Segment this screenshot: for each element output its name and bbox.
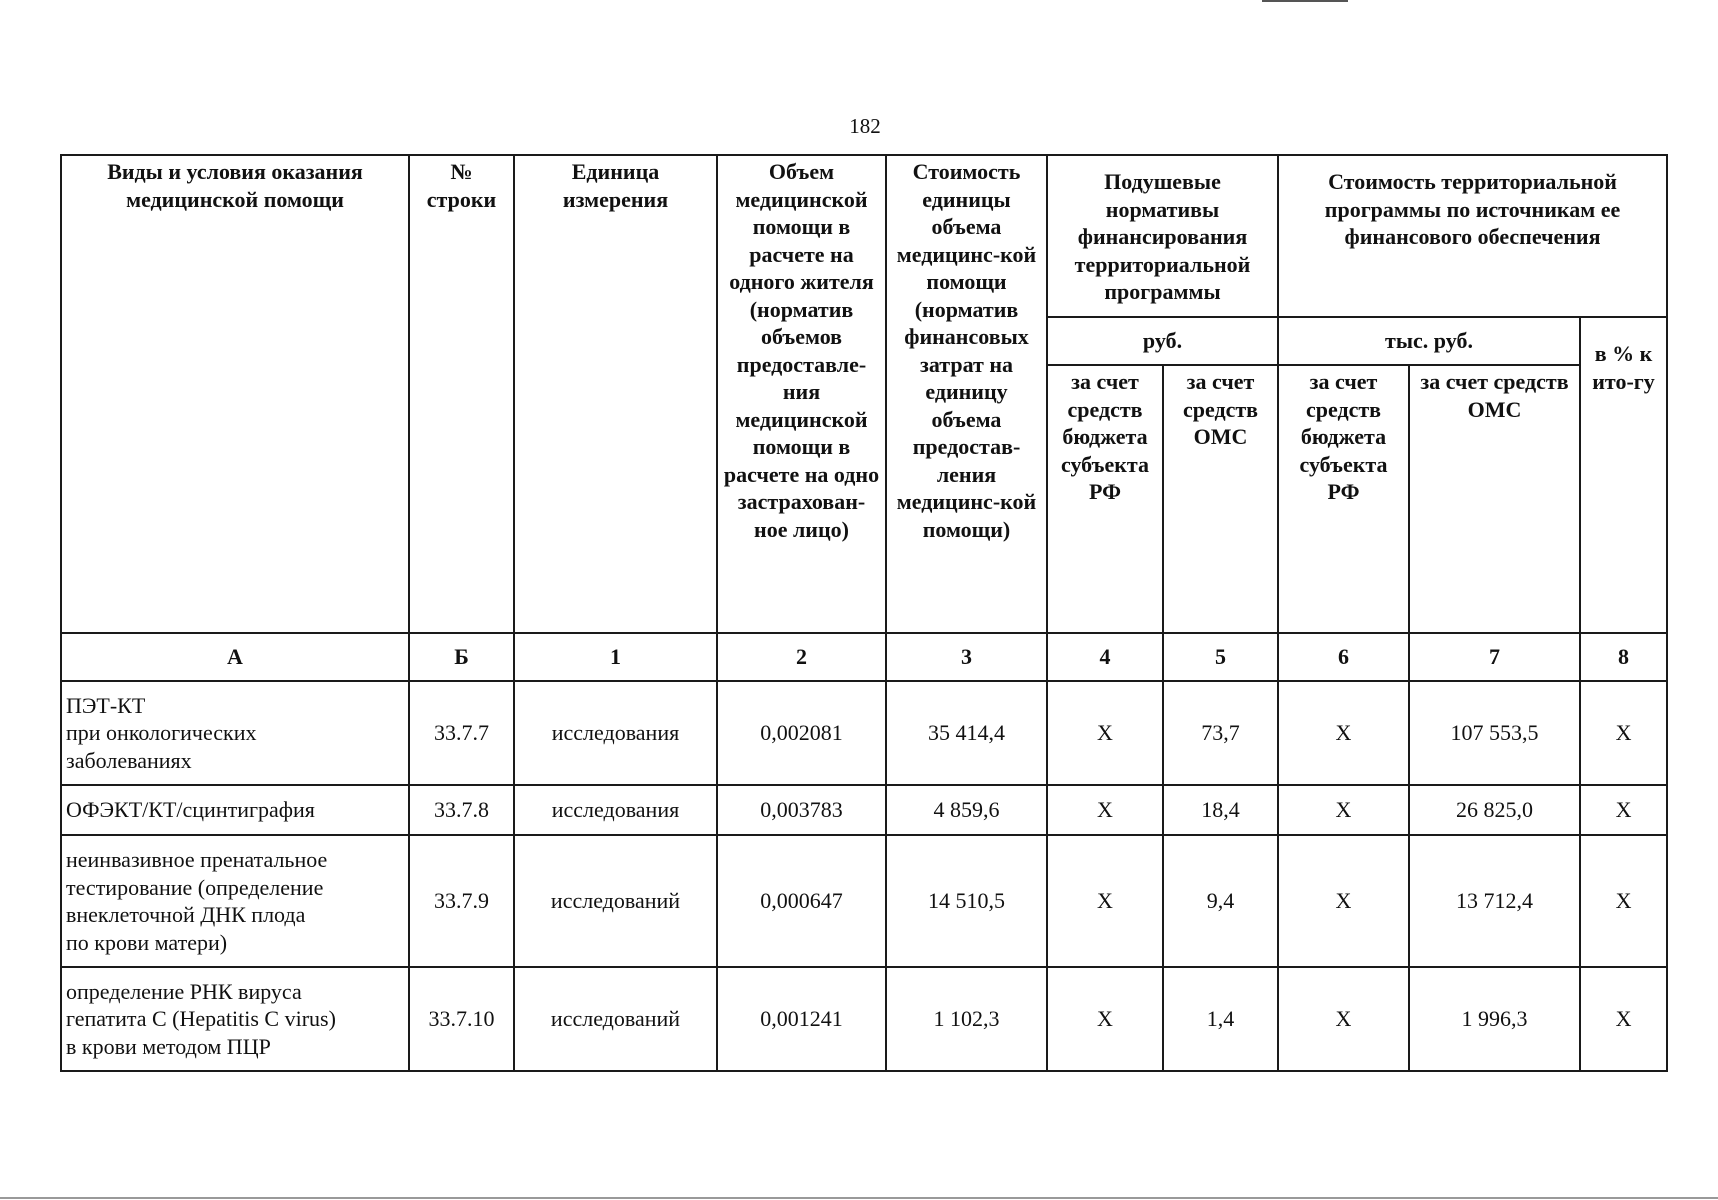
- cell-line-number: 33.7.7: [409, 681, 514, 785]
- cell-line-number: 33.7.8: [409, 785, 514, 835]
- cell-percent: X: [1580, 835, 1667, 967]
- header-unit-thousand-rub: тыс. руб.: [1278, 317, 1580, 365]
- cell-service-name: неинвазивное пренатальное тестирование (определение внеклеточной ДНК плода по крови матери): [61, 835, 409, 967]
- table-row: [61, 967, 1667, 1071]
- header-row-1: [61, 155, 1667, 317]
- column-index: 8: [1580, 633, 1667, 681]
- cell-percent: X: [1580, 785, 1667, 835]
- column-index: Б: [409, 633, 514, 681]
- cell-budget-thousand: X: [1278, 967, 1409, 1071]
- cell-oms-thousand: 107 553,5: [1409, 681, 1580, 785]
- header-col-3: Стоимость единицы объема медицинс-кой помощи (норматив финансовых затрат на единицу объема предостав-ления медицинс-кой помощи): [886, 155, 1047, 633]
- cell-unit-cost: 14 510,5: [886, 835, 1047, 967]
- cell-budget-thousand: X: [1278, 681, 1409, 785]
- cell-unit-cost: 1 102,3: [886, 967, 1047, 1071]
- column-index: 6: [1278, 633, 1409, 681]
- table-row: [61, 835, 1667, 967]
- cell-oms-rub: 1,4: [1163, 967, 1278, 1071]
- cell-percent: X: [1580, 967, 1667, 1071]
- cell-budget-thousand: X: [1278, 835, 1409, 967]
- cell-service-name: определение РНК вируса гепатита С (Hepatitis C virus) в крови методом ПЦР: [61, 967, 409, 1071]
- header-col-6: за счет средств бюджета субъекта РФ: [1278, 365, 1409, 633]
- column-index-row: [61, 633, 1667, 681]
- column-index: 1: [514, 633, 717, 681]
- cell-unit: исследований: [514, 967, 717, 1071]
- header-col-1: Единица измерения: [514, 155, 717, 633]
- cell-volume: 0,000647: [717, 835, 886, 967]
- cell-percent: X: [1580, 681, 1667, 785]
- cell-oms-thousand: 13 712,4: [1409, 835, 1580, 967]
- cell-unit-cost: 4 859,6: [886, 785, 1047, 835]
- scan-mark-top: [1262, 0, 1348, 2]
- cell-oms-rub: 73,7: [1163, 681, 1278, 785]
- cell-budget-rub: X: [1047, 967, 1163, 1071]
- column-index: 2: [717, 633, 886, 681]
- header-col-8: в % к ито-гу: [1580, 317, 1667, 633]
- column-index: А: [61, 633, 409, 681]
- header-col-5: за счет средств ОМС: [1163, 365, 1278, 633]
- cell-budget-rub: X: [1047, 835, 1163, 967]
- header-group-per-capita: Подушевые нормативы финансирования территориальной программы: [1047, 155, 1278, 317]
- cell-line-number: 33.7.10: [409, 967, 514, 1071]
- cell-oms-thousand: 26 825,0: [1409, 785, 1580, 835]
- page-number: 182: [849, 114, 881, 138]
- cell-volume: 0,003783: [717, 785, 886, 835]
- header-unit-rub: руб.: [1047, 317, 1278, 365]
- cell-line-number: 33.7.9: [409, 835, 514, 967]
- column-index: 7: [1409, 633, 1580, 681]
- cell-volume: 0,002081: [717, 681, 886, 785]
- financing-table: [60, 154, 1668, 1072]
- header-col-a: Виды и условия оказания медицинской помощи: [61, 155, 409, 633]
- table-row: [61, 681, 1667, 785]
- cell-oms-thousand: 1 996,3: [1409, 967, 1580, 1071]
- header-col-2: Объем медицинской помощи в расчете на одного жителя (норматив объемов предоставле-ния медицинской помощи в расчете на одно застрахован-ное лицо): [717, 155, 886, 633]
- cell-budget-rub: X: [1047, 785, 1163, 835]
- column-index: 4: [1047, 633, 1163, 681]
- scan-mark-bottom: [0, 1197, 1718, 1199]
- table-row: [61, 785, 1667, 835]
- cell-unit: исследования: [514, 681, 717, 785]
- cell-unit-cost: 35 414,4: [886, 681, 1047, 785]
- column-index: 3: [886, 633, 1047, 681]
- cell-unit: исследования: [514, 785, 717, 835]
- cell-service-name: ОФЭКТ/КТ/сцинтиграфия: [61, 785, 409, 835]
- cell-oms-rub: 9,4: [1163, 835, 1278, 967]
- header-col-4: за счет средств бюджета субъекта РФ: [1047, 365, 1163, 633]
- cell-budget-rub: X: [1047, 681, 1163, 785]
- column-index: 5: [1163, 633, 1278, 681]
- cell-budget-thousand: X: [1278, 785, 1409, 835]
- cell-oms-rub: 18,4: [1163, 785, 1278, 835]
- header-group-cost: Стоимость территориальной программы по источникам ее финансового обеспечения: [1278, 155, 1667, 317]
- cell-service-name: ПЭТ-КТ при онкологических заболеваниях: [61, 681, 409, 785]
- header-col-7: за счет средств ОМС: [1409, 365, 1580, 633]
- cell-volume: 0,001241: [717, 967, 886, 1071]
- header-col-b: № строки: [409, 155, 514, 633]
- cell-unit: исследований: [514, 835, 717, 967]
